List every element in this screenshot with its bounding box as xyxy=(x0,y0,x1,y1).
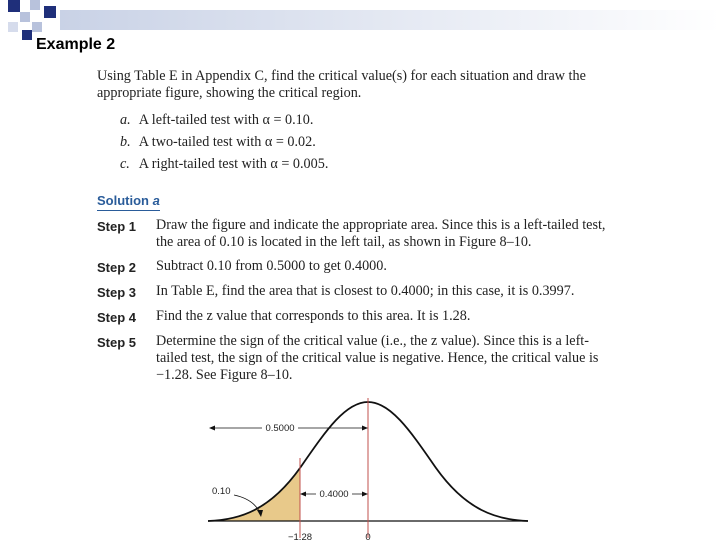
tail-area-label: 0.10 xyxy=(212,486,231,497)
step-label: Step 5 xyxy=(97,335,137,350)
step-text: Determine the sign of the critical value (i.e., the z value). Since this is a left-tailed test, the sign of the critical value is negative. Hence, the critical value is −1.28. See Figure 8–10. xyxy=(156,333,599,383)
solution-heading: Solution a xyxy=(97,192,160,211)
case-text: A two-tailed test with α = 0.02. xyxy=(138,134,316,150)
case-text: A right-tailed test with α = 0.005. xyxy=(138,156,329,172)
arrowhead-right-icon xyxy=(362,426,368,431)
step-text: Draw the figure and indicate the appropriate area. Since this is a left-tailed test, the area of 0.10 is located in the left tail, as shown in Figure 8–10. xyxy=(156,217,606,250)
case-text: A left-tailed test with α = 0.10. xyxy=(138,112,314,128)
slide-title: Example 2 xyxy=(36,36,116,53)
case-label: a. xyxy=(120,112,131,128)
problem-statement: Using Table E in Appendix C, find the critical value(s) for each situation and draw the appropriate figure, showing the critical region. xyxy=(97,68,586,101)
step-text: Subtract 0.10 from 0.5000 to get 0.4000. xyxy=(156,258,387,274)
normal-curve-figure xyxy=(200,370,540,540)
step-label: Step 3 xyxy=(97,285,137,300)
arrowhead-left-icon xyxy=(209,426,215,431)
half-area-label: 0.5000 xyxy=(265,423,295,434)
case-label: b. xyxy=(120,134,131,150)
step-row xyxy=(97,283,617,301)
zero-label: 0 xyxy=(365,532,371,540)
step-text: Find the z value that corresponds to this area. It is 1.28. xyxy=(156,308,471,324)
step-row xyxy=(97,258,617,276)
case-item xyxy=(120,134,617,151)
step-row xyxy=(97,308,617,326)
step-row xyxy=(97,217,617,251)
case-list xyxy=(97,112,617,173)
arrowhead-right-icon xyxy=(362,492,368,497)
step-label: Step 2 xyxy=(97,260,137,275)
step-label: Step 4 xyxy=(97,310,137,325)
solution-steps xyxy=(97,217,617,383)
case-item xyxy=(120,112,617,129)
arrowhead-left-icon xyxy=(300,492,306,497)
step-row xyxy=(97,333,617,383)
mid-area-label: 0.4000 xyxy=(319,489,349,500)
header-checker-decoration xyxy=(0,0,720,40)
step-label: Step 1 xyxy=(97,219,137,234)
step-text: In Table E, find the area that is closest to 0.4000; in this case, it is 0.3997. xyxy=(156,283,575,299)
textbook-excerpt xyxy=(97,68,617,383)
case-item xyxy=(120,156,617,173)
critical-value-label: −1.28 xyxy=(287,532,313,540)
case-label: c. xyxy=(120,156,130,172)
